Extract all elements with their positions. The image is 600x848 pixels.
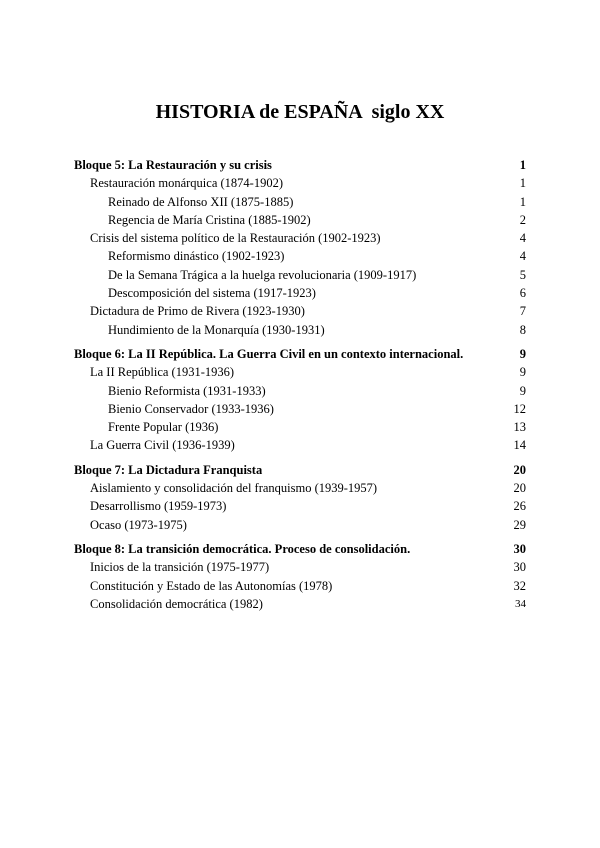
- toc-entry-text: La Guerra Civil (1936-1939): [90, 438, 235, 453]
- toc-page-number: 9: [519, 365, 526, 380]
- toc-section-bloque-8: [74, 540, 526, 613]
- toc-entry-text: Bienio Conservador (1933-1936): [108, 401, 274, 416]
- toc-section-title: Bloque 7: La Dictadura Franquista: [74, 462, 263, 477]
- toc-entry[interactable]: [74, 497, 526, 515]
- toc-entry-text: La II República (1931-1936): [90, 365, 235, 380]
- toc-section-heading[interactable]: [74, 540, 526, 558]
- toc-page-number: 29: [513, 517, 526, 532]
- toc-entry[interactable]: [74, 516, 526, 534]
- toc-page-number: 4: [519, 249, 526, 264]
- toc-page-number: 7: [519, 304, 526, 319]
- toc-entry[interactable]: [74, 577, 526, 595]
- toc-entry-text: Descomposición del sistema (1917-1923): [108, 286, 316, 301]
- toc-page-number: 12: [513, 401, 526, 416]
- toc-entry-text: Regencia de María Cristina (1885-1902): [108, 212, 311, 227]
- document-title: HISTORIA de ESPAÑA siglo XX: [155, 101, 445, 123]
- toc-section-bloque-7: [74, 461, 526, 534]
- toc-section-title: Bloque 6: La II República. La Guerra Civil en un contexto internacional.: [74, 346, 464, 361]
- toc-entry-text: Constitución y Estado de las Autonomías (1978): [90, 578, 333, 593]
- toc-entry[interactable]: [74, 595, 526, 613]
- toc-entry-text: Aislamiento y consolidación del franquismo (1939-1957): [90, 481, 378, 496]
- toc-page-number: 5: [519, 267, 526, 282]
- toc-entry[interactable]: [74, 266, 526, 284]
- toc-page-number: 14: [513, 438, 526, 453]
- toc-page-number: 9: [519, 383, 526, 398]
- toc-page-number: 26: [513, 499, 526, 514]
- toc-page-number: 9: [519, 346, 526, 361]
- toc-entry[interactable]: [74, 193, 526, 211]
- toc-entry[interactable]: [74, 418, 526, 436]
- toc-entry[interactable]: [74, 247, 526, 265]
- toc-page-number: 4: [519, 231, 526, 246]
- toc-entry-text: Frente Popular (1936): [108, 420, 219, 435]
- toc-page-number: 1: [519, 158, 526, 172]
- toc-entry[interactable]: [74, 558, 526, 576]
- toc-entry[interactable]: [74, 382, 526, 400]
- toc-entry[interactable]: [74, 211, 526, 229]
- toc-entry[interactable]: [74, 284, 526, 302]
- toc-page-number: 8: [519, 322, 526, 337]
- toc-section-title: Bloque 5: La Restauración y su crisis: [74, 158, 272, 172]
- toc-page-number: 1: [519, 194, 526, 209]
- toc-page-number: 30: [513, 560, 526, 575]
- toc-section-heading[interactable]: [74, 461, 526, 479]
- toc-entry-text: Restauración monárquica (1874-1902): [90, 176, 283, 191]
- toc-entry-text: Inicios de la transición (1975-1977): [90, 560, 270, 575]
- toc-entry-text: Hundimiento de la Monarquía (1930-1931): [108, 322, 325, 337]
- toc-section-bloque-5: [74, 156, 526, 339]
- toc-entry[interactable]: [74, 479, 526, 497]
- toc-entry-text: Desarrollismo (1959-1973): [90, 499, 227, 514]
- toc-entry-text: Reinado de Alfonso XII (1875-1885): [108, 194, 294, 209]
- toc-entry-text: Bienio Reformista (1931-1933): [108, 383, 266, 398]
- toc-page-number: 20: [513, 462, 526, 477]
- toc-entry-text: Dictadura de Primo de Rivera (1923-1930): [90, 304, 305, 319]
- toc-entry-text: Ocaso (1973-1975): [90, 517, 187, 532]
- toc-entry[interactable]: [74, 436, 526, 454]
- toc-page-number: 2: [519, 212, 526, 227]
- table-of-contents: [74, 156, 526, 619]
- toc-page-number: 30: [513, 541, 526, 556]
- toc-page-number: 20: [513, 481, 526, 496]
- toc-entry-text: Crisis del sistema político de la Restauración (1902-1923): [90, 231, 381, 246]
- toc-page-number: 6: [519, 286, 526, 301]
- toc-entry[interactable]: [74, 229, 526, 247]
- toc-entry[interactable]: [74, 400, 526, 418]
- toc-entry[interactable]: [74, 363, 526, 381]
- toc-page-number: 32: [513, 578, 526, 593]
- toc-entry-text: Reformismo dinástico (1902-1923): [108, 249, 285, 264]
- toc-section-heading[interactable]: [74, 156, 526, 174]
- toc-page-number: 34: [515, 597, 526, 610]
- toc-section-title: Bloque 8: La transición democrática. Proceso de consolidación.: [74, 541, 411, 556]
- toc-entry-text: Consolidación democrática (1982): [90, 596, 263, 611]
- toc-page-number: 1: [519, 176, 526, 191]
- toc-entry[interactable]: [74, 174, 526, 192]
- toc-entry[interactable]: [74, 302, 526, 320]
- toc-section-heading[interactable]: [74, 345, 526, 363]
- toc-entry-text: De la Semana Trágica a la huelga revolucionaria (1909-1917): [108, 267, 417, 282]
- toc-entry[interactable]: [74, 321, 526, 339]
- toc-section-bloque-6: [74, 345, 526, 455]
- toc-page-number: 13: [513, 420, 526, 435]
